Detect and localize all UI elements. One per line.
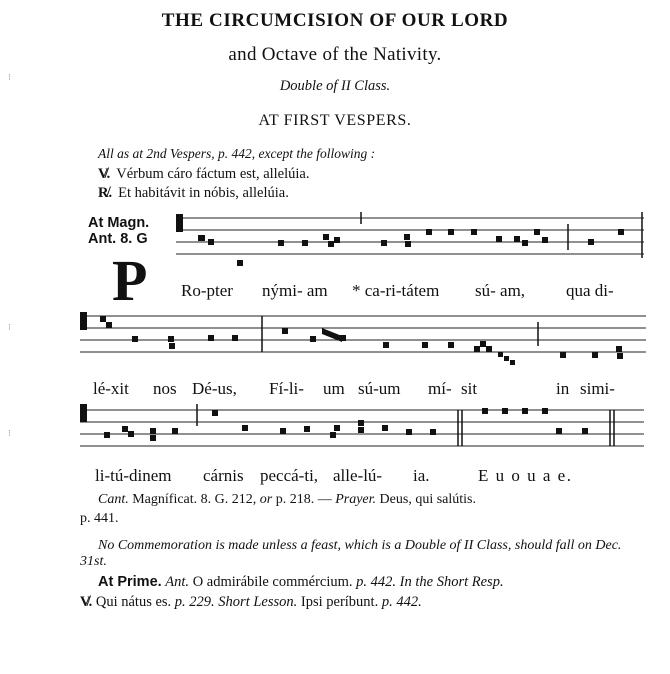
lyric-syllable: sit bbox=[461, 379, 478, 398]
drop-capital: P bbox=[112, 248, 148, 313]
section-heading: AT FIRST VESPERS. bbox=[258, 112, 412, 129]
response bbox=[98, 185, 289, 202]
canticle-line: Cant. Magníficat. 8. G. 212, or p. 218. — Prayer. Deus, qui salútis. bbox=[98, 492, 476, 507]
lyric-syllable: in bbox=[556, 379, 570, 398]
chant-staff-2 bbox=[80, 306, 648, 370]
prayer-page: p. 441. bbox=[80, 511, 119, 526]
antiphon-label: At Magn. Ant. 8. G bbox=[88, 215, 150, 247]
lyric-syllable: qua di- bbox=[566, 281, 614, 300]
prime-line: At Prime. Ant. O admirábile commércium. p. 442. In the Short Resp. bbox=[98, 574, 504, 590]
lyric-syllable: * ca-ri-tátem bbox=[352, 281, 440, 300]
lyric-syllable: alle-lú- bbox=[333, 466, 383, 485]
chant-staff-3 bbox=[80, 398, 646, 460]
lyric-syllable: cárnis bbox=[203, 466, 244, 485]
lyric-syllable: sú-um bbox=[358, 379, 401, 398]
feast-class: Double of II Class. bbox=[279, 78, 391, 94]
response-symbol: R̸. bbox=[98, 185, 113, 201]
lyric-syllable: lé-xit bbox=[93, 379, 129, 398]
margin-mark: ⁝ bbox=[8, 428, 11, 438]
margin-mark: ⁝ bbox=[8, 322, 11, 332]
lyric-syllable: Ro-pter bbox=[181, 281, 233, 300]
lyric-syllable: nými- am bbox=[262, 281, 328, 300]
versicle-text: Vérbum cáro fáctum est, allelúia. bbox=[116, 166, 310, 182]
versicle-symbol: V̸. bbox=[98, 166, 111, 182]
margin-mark: ⁝ bbox=[8, 72, 11, 82]
lyric-syllable: ia. bbox=[413, 466, 430, 485]
page-subtitle: and Octave of the Nativity. bbox=[228, 44, 442, 65]
lyric-syllable: simi- bbox=[580, 379, 615, 398]
lyric-syllable: sú- am, bbox=[475, 281, 526, 300]
lyric-syllable: Fí-li- bbox=[269, 379, 304, 398]
versicle bbox=[98, 166, 310, 183]
response-text: Et habitávit in nóbis, allelúia. bbox=[118, 185, 289, 201]
lyric-syllable: nos bbox=[153, 379, 177, 398]
prime-line-2: V̸. Qui nátus es. p. 229. Short Lesson. Ipsi períbunt. p. 442. bbox=[80, 594, 422, 610]
lyric-syllable: peccá-ti, bbox=[260, 466, 319, 485]
rubric-line: All as at 2nd Vespers, p. 442, except the following : bbox=[98, 146, 376, 161]
chant-staff-1 bbox=[176, 208, 646, 270]
commemoration-note: No Commemoration is made unless a feast, which is a Double of II Class, should fall on Dec. 31st. bbox=[80, 538, 622, 569]
lyric-syllable: Dé-us, bbox=[192, 379, 237, 398]
euouae: E u o u a e. bbox=[478, 466, 573, 485]
lyric-syllable: li-tú-dinem bbox=[95, 466, 172, 485]
page-title: THE CIRCUMCISION OF OUR LORD bbox=[161, 10, 509, 31]
lyric-syllable: mí- bbox=[428, 379, 452, 398]
lyric-syllable: um bbox=[323, 379, 345, 398]
